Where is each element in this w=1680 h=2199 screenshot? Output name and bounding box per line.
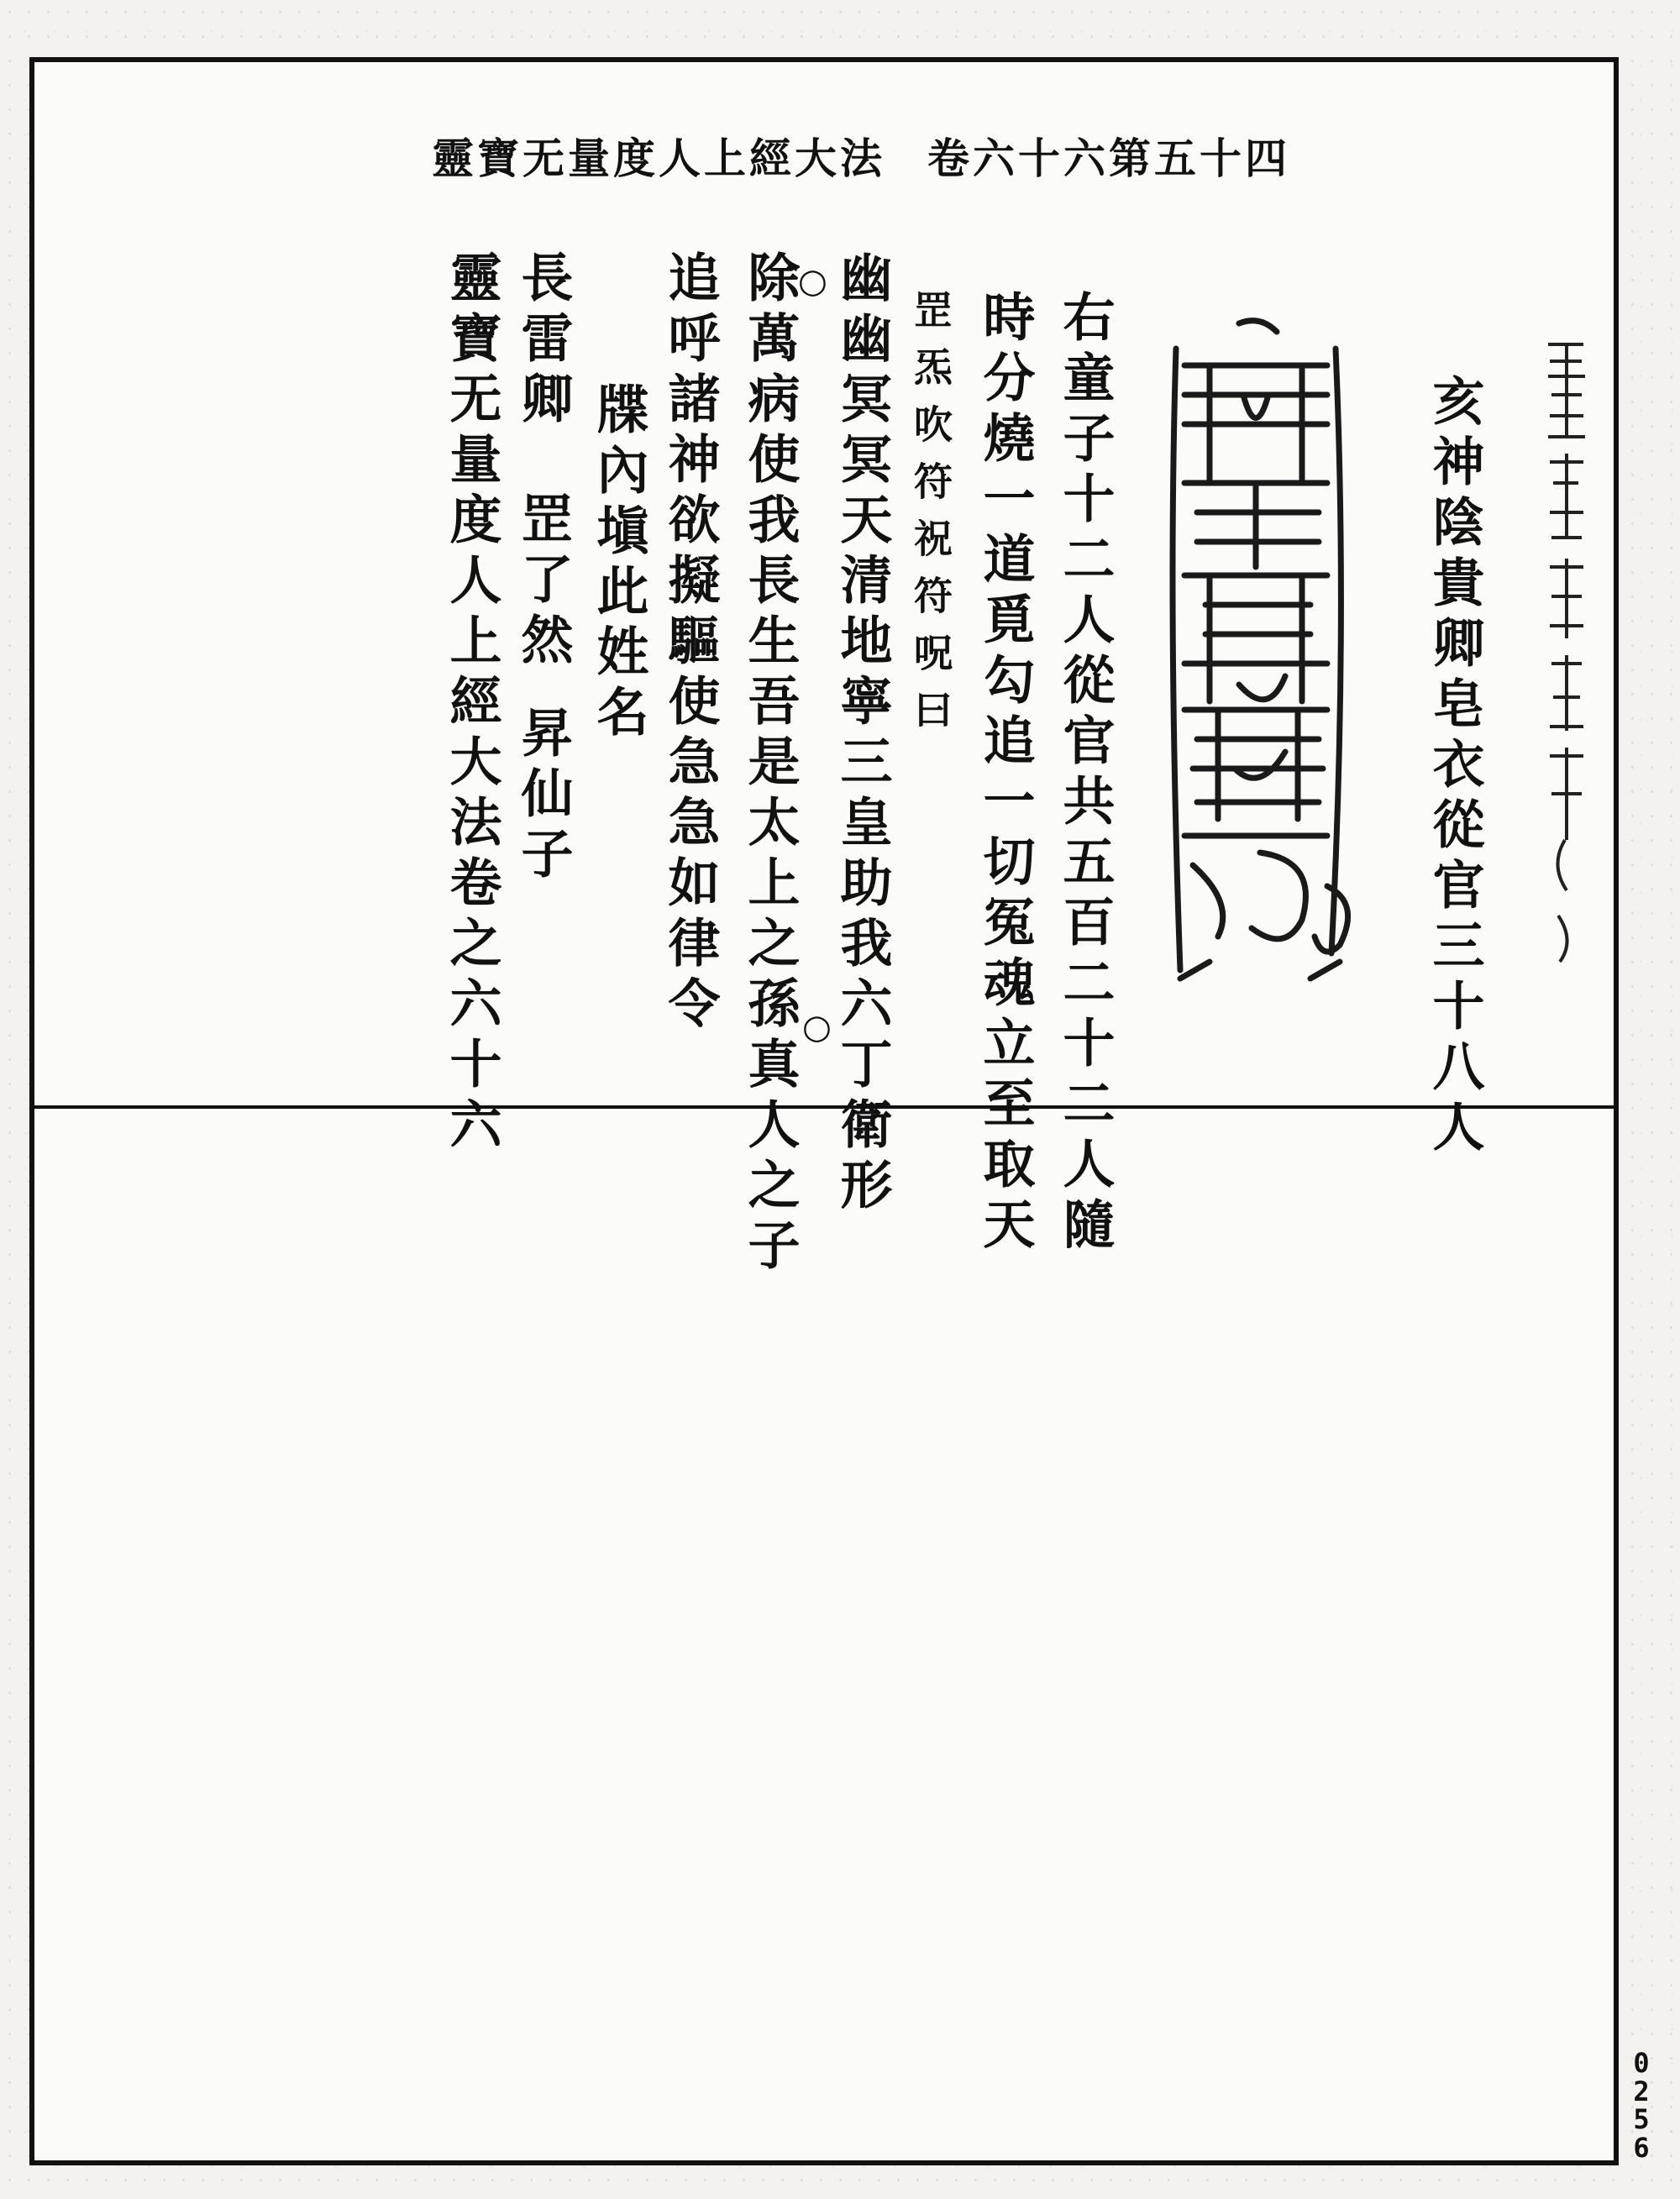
text-column-10: 靈寶无量度人上經大法卷之六十六 — [441, 250, 502, 1157]
header-volume: 卷六十六第五十四 — [927, 134, 1290, 183]
text-column-2: 右童子十二人從官共五百二十二人隨 — [1054, 290, 1116, 1257]
page-frame — [29, 57, 1619, 2165]
text-column-3: 時分燒一道覓勾追一切冤魂立至取天 — [974, 290, 1036, 1257]
talisman-seal-icon — [1159, 315, 1357, 987]
text-column-4: 罡炁吹符祝符呪曰 — [908, 290, 953, 747]
header-title: 靈寶无量度人上經大法 — [432, 134, 885, 183]
text-column-5: 幽幽冥冥天清地寧三皇助我六丁衛形 — [832, 250, 893, 1218]
punctuation-circle-top: ○ — [798, 262, 827, 301]
punctuation-circle-bottom: ○ — [802, 1008, 832, 1047]
text-column-9-middle: 罡了然 — [512, 491, 574, 673]
text-column-6: 除萬病使我長生吾是太上之孫真人之子 — [739, 250, 801, 1278]
page-divider — [34, 1105, 1614, 1109]
text-column-1: 亥神陰貴卿皂衣從官三十八人 — [1424, 374, 1485, 1160]
text-column-9-bottom: 昇仙子 — [512, 706, 574, 887]
page-number: 0256 — [1633, 2047, 1650, 2164]
text-column-7: 追呼諸神欲擬驅使急急如律令 — [659, 250, 721, 1037]
text-column-9-title: 長雷卿 — [512, 250, 574, 432]
running-header — [428, 118, 1294, 193]
margin-annotation-marks — [1541, 336, 1592, 974]
text-column-8: 牒內塡此姓名 — [588, 382, 649, 745]
